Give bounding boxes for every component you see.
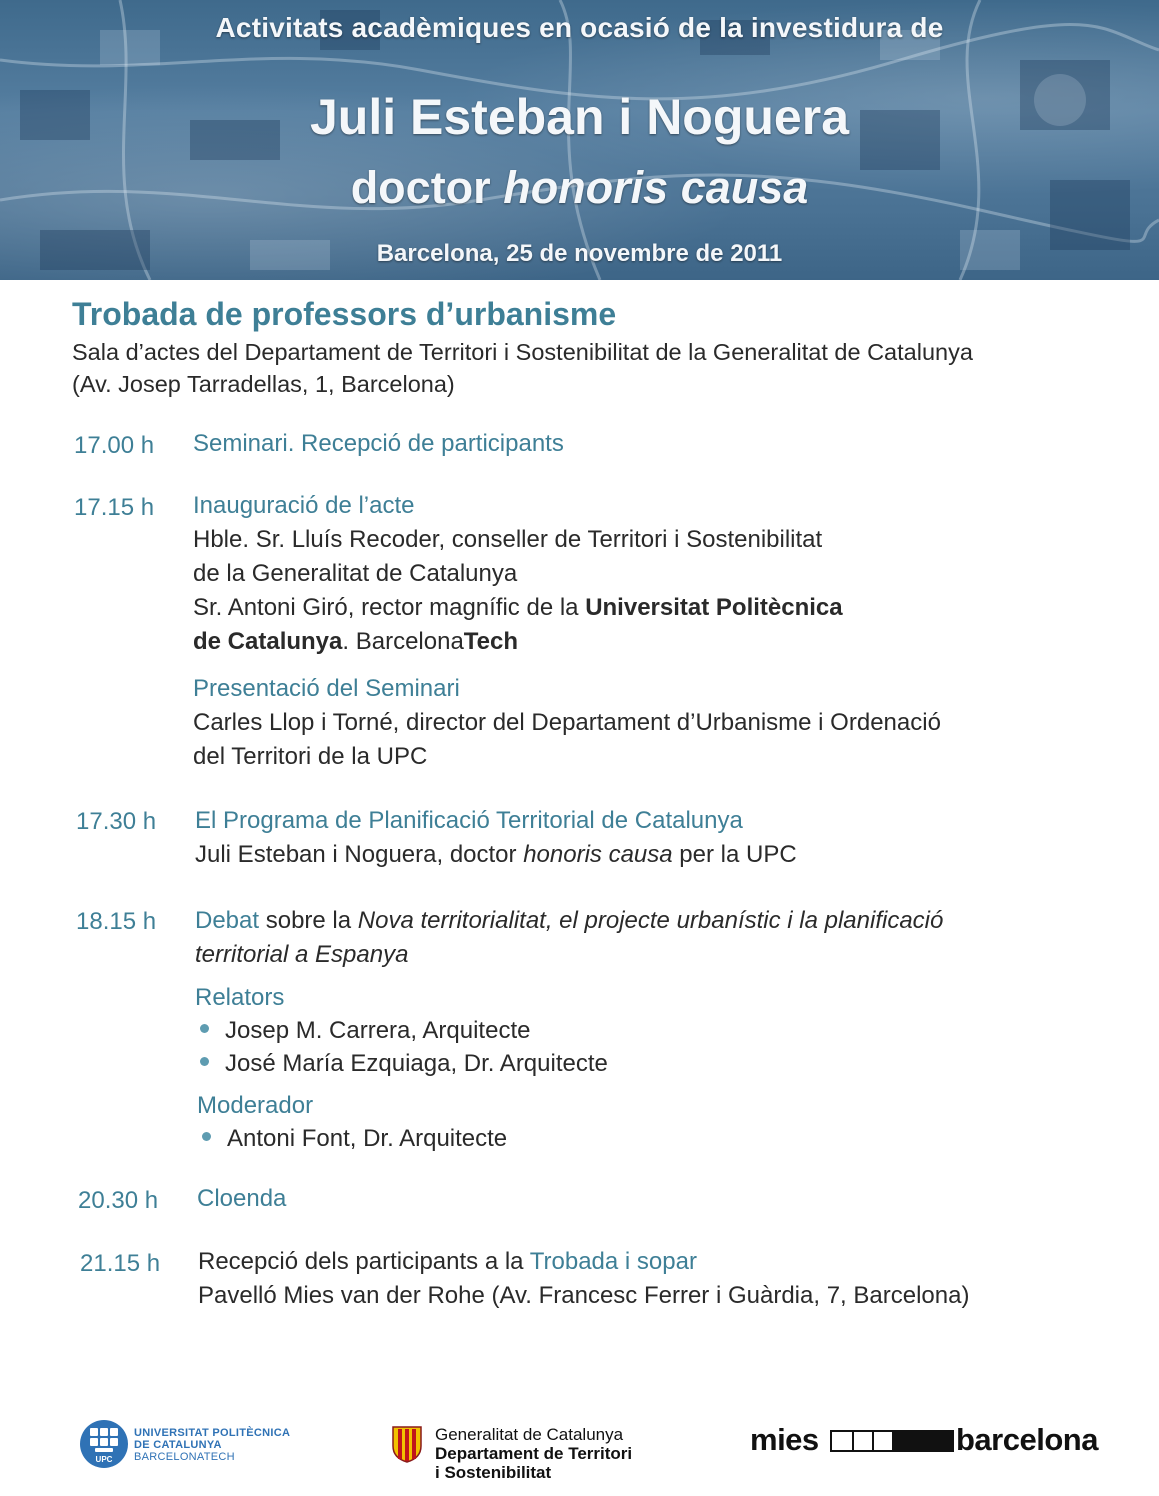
- logo-cell: [95, 1448, 113, 1452]
- barcelona-word: barcelona: [956, 1422, 1098, 1457]
- relators-label: Relators: [195, 984, 285, 1011]
- time-2115: 21.15 h: [80, 1250, 161, 1277]
- presentation-title: Presentació del Seminari: [193, 675, 460, 702]
- generalitat-logo-text: [435, 1425, 632, 1482]
- session-5: [197, 1182, 286, 1216]
- bar-frame: [874, 1430, 894, 1452]
- venue-line-2: (Av. Josep Tarradellas, 1, Barcelona): [72, 371, 455, 397]
- department-name: Departament de Territori: [435, 1444, 633, 1463]
- bullet-icon: [202, 1132, 211, 1141]
- presentation-line-2: del Territori de la UPC: [193, 743, 428, 770]
- generalitat-line-2: [435, 1444, 632, 1463]
- relator-item-2: [200, 1050, 608, 1078]
- honoree-title: [0, 162, 1159, 214]
- upc-line-1: UNIVERSITAT POLITÈCNICA: [134, 1427, 291, 1439]
- session-3-line: [195, 838, 1095, 872]
- session-4-title-line-2: [195, 938, 1115, 972]
- session-1-title: [193, 427, 564, 461]
- header-banner: [0, 0, 1159, 280]
- debate-topic-2: territorial a Espanya: [195, 941, 409, 968]
- mies-bars-icon: [830, 1430, 954, 1452]
- moderator-name-1: Antoni Font, Dr. Arquitecte: [227, 1125, 508, 1152]
- banner-intro: Activitats acadèmiques en ocasió de la investidura de: [215, 12, 944, 43]
- presentation-line-1: Carles Llop i Torné, director del Departament d’Urbanisme i Ordenació: [193, 709, 941, 736]
- bar-fill: [894, 1430, 954, 1452]
- session-3-title: El Programa de Planificació Territorial de Catalunya: [195, 807, 743, 834]
- bullet-icon: [200, 1057, 209, 1066]
- upc-logo-text: [134, 1427, 290, 1463]
- mies-word: mies: [750, 1422, 819, 1457]
- rector-text: Sr. Antoni Giró, rector magnífic de la: [193, 594, 586, 621]
- debate-word: Debat: [195, 907, 260, 934]
- session-2: [193, 489, 1093, 659]
- upc-bold-1: Universitat Politècnica: [585, 594, 843, 621]
- session-2-line-3: [193, 591, 1093, 625]
- bullet-icon: [200, 1024, 209, 1033]
- honoree-name: Juli Esteban i Noguera: [309, 89, 849, 145]
- logo-cell: [110, 1428, 118, 1436]
- bar-frame: [854, 1430, 874, 1452]
- tech-bold: Tech: [463, 628, 519, 655]
- generalitat-shield-icon: [390, 1424, 424, 1464]
- time-1730: 17.30 h: [76, 808, 157, 835]
- title-plain: doctor: [350, 162, 491, 213]
- upc-bold-2: de Catalunya: [193, 628, 343, 655]
- session-2-line-4: [193, 625, 1093, 659]
- session-2-sub: [193, 672, 1133, 774]
- bar-frame: [830, 1430, 854, 1452]
- time-1700: 17.00 h: [74, 432, 155, 459]
- logo-cell: [100, 1438, 108, 1446]
- session-2-title: Inauguració de l’acte: [193, 492, 415, 519]
- dinner-highlight: Trobada i sopar: [529, 1248, 697, 1275]
- venue-line-1: Sala d’actes del Departament de Territori i Sostenibilitat de la Generalitat de Catalunya: [72, 339, 973, 365]
- debate-topic-1: Nova territorialitat, el projecte urbanístic i la planificació: [357, 907, 944, 934]
- time-1715: 17.15 h: [74, 494, 155, 521]
- mies-barcelona-logo: [750, 1420, 1120, 1460]
- logo-cell: [100, 1428, 108, 1436]
- relator-name-2: José María Ezquiaga, Dr. Arquitecte: [225, 1050, 608, 1077]
- session-3-suffix: per la UPC: [672, 841, 797, 868]
- session-6-line-1: [198, 1245, 1148, 1279]
- title-italic: honoris causa: [503, 162, 809, 213]
- page-title: Trobada de professors d’urbanisme: [72, 296, 617, 332]
- closing-title: Cloenda: [197, 1185, 287, 1212]
- barcelona-text: . Barcelona: [342, 628, 464, 655]
- time-1815: 18.15 h: [76, 908, 157, 935]
- relator-item-1: [200, 1017, 530, 1045]
- session-6: [198, 1245, 1148, 1313]
- upc-logo-icon: [80, 1420, 128, 1468]
- session-3-speaker: Juli Esteban i Noguera, doctor: [195, 841, 524, 868]
- session-1-title-text: Seminari. Recepció de participants: [193, 430, 564, 457]
- session-4-title-line-1: [195, 904, 1115, 938]
- upc-line-3: BARCELONATECH: [134, 1451, 235, 1463]
- session-6-line-2: Pavelló Mies van der Rohe (Av. Francesc Ferrer i Guàrdia, 7, Barcelona): [198, 1282, 970, 1309]
- department-name-2: i Sostenibilitat: [435, 1463, 552, 1482]
- generalitat-line-3: [435, 1463, 632, 1482]
- time-2030: 20.30 h: [78, 1187, 159, 1214]
- session-4: [195, 904, 1115, 972]
- session-3-italic: honoris causa: [523, 841, 673, 868]
- session-3: [195, 804, 1095, 872]
- place-date: Barcelona, 25 de novembre de 2011: [376, 240, 783, 267]
- session-2-line-2: de la Generalitat de Catalunya: [193, 560, 518, 587]
- session-2-line-1: Hble. Sr. Lluís Recoder, conseller de Territori i Sostenibilitat: [193, 526, 823, 553]
- logo-cell: [90, 1438, 98, 1446]
- moderator-label: Moderador: [197, 1092, 314, 1119]
- debate-connector: sobre la: [259, 907, 358, 934]
- generalitat-line-1: Generalitat de Catalunya: [435, 1425, 624, 1444]
- upc-line-2: DE CATALUNYA: [134, 1439, 222, 1451]
- logo-cell: [110, 1438, 118, 1446]
- logo-cell: [90, 1428, 98, 1436]
- relator-name-1: Josep M. Carrera, Arquitecte: [225, 1017, 531, 1044]
- moderator-item-1: [202, 1125, 507, 1153]
- venue: [72, 336, 1142, 400]
- upc-mark-label: UPC: [95, 1455, 113, 1464]
- reception-text: Recepció dels participants a la: [198, 1248, 530, 1275]
